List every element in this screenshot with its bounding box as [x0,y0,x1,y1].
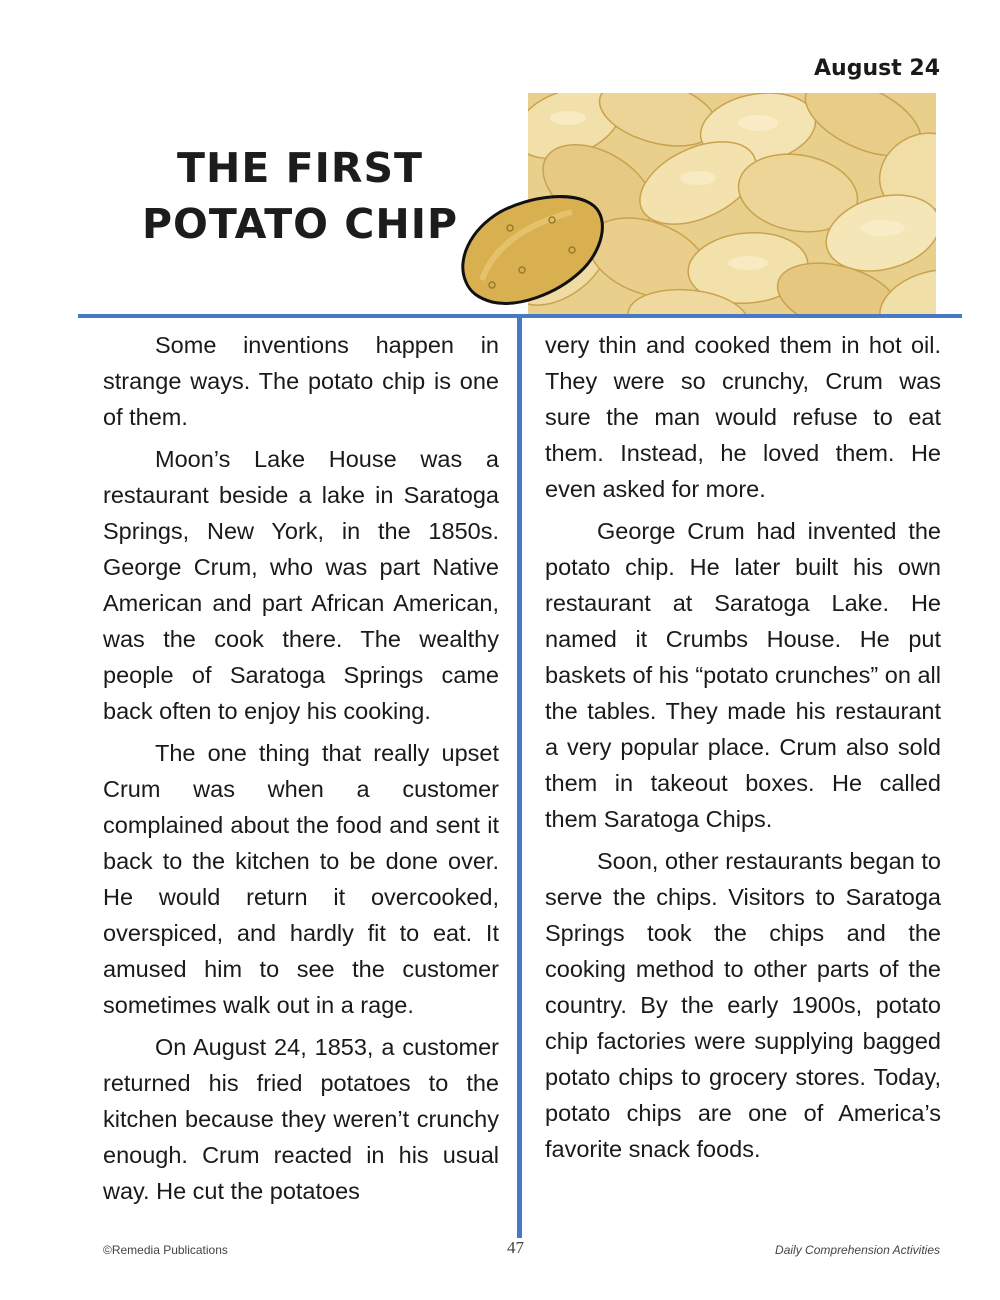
page-number: 47 [507,1238,524,1257]
left-column [103,327,499,1215]
footer-publisher: ©Remedia Publications [103,1243,228,1257]
paragraph: The one thing that really upset Crum was when a customer complained about the food and sent it back to the kitchen to be done over. He would return it overcooked, overspiced, and hardly fit to eat. It amused him to see the customer sometimes walk out in a rage. [103,740,499,1018]
paragraph: Some inventions happen in strange ways. The potato chip is one of them. [103,332,499,430]
column-divider [517,316,522,1238]
potato-icon [452,190,612,310]
footer-book-title: Daily Comprehension Activities [775,1243,940,1257]
paragraph-continued: very thin and cooked them in hot oil. They were so crunchy, Crum was sure the man would refuse to eat them. Instead, he loved them. He even asked for more. [545,332,941,502]
paragraph: George Crum had invented the potato chip. He later built his own restaurant at Saratoga Lake. He named it Crumbs House. He put baskets of his “potato crunches” on all the tables. They made his restaurant a very popular place. Crum also sold them in takeout boxes. He called them Saratoga Chips. [545,518,941,832]
title-line-2: POTATO CHIP [141,200,459,248]
page-title [110,140,490,252]
paragraph: On August 24, 1853, a customer returned his fried potatoes to the kitchen because they weren’t crunchy enough. Crum reacted in his usual way. He cut the potatoes [103,1034,499,1204]
paragraph: Soon, other restaurants began to serve the chips. Visitors to Saratoga Springs took the chips and the cooking method to other parts of the country. By the early 1900s, potato chip factories were supplying bagged potato chips to grocery stores. Today, potato chips are one of America’s favorite snack foods. [545,848,941,1162]
page-date: August 24 [814,56,940,81]
title-line-1: THE FIRST [177,144,423,192]
paragraph: Moon’s Lake House was a restaurant beside a lake in Saratoga Springs, New York, in the 1850s. George Crum, who was part Native American and part African American, was the cook there. The wealthy people of Saratoga Springs came back often to enjoy his cooking. [103,446,499,724]
right-column [545,327,941,1173]
